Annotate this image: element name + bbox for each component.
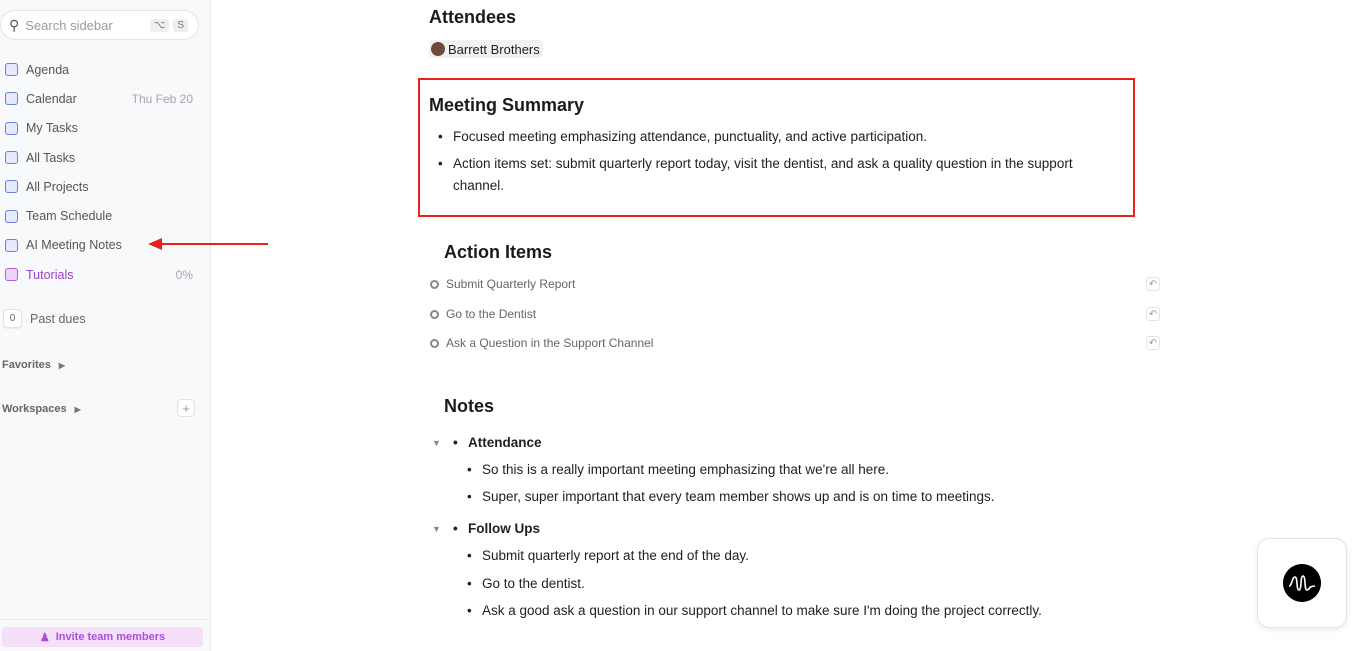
action-item[interactable]: Go to the Dentist ↶ [430, 306, 1160, 322]
undo-icon[interactable]: ↶ [1146, 307, 1160, 321]
sidebar-item-my-tasks[interactable]: My Tasks [0, 114, 210, 143]
search-icon: ⚲ [9, 16, 20, 33]
collapse-toggle-icon[interactable]: ▼ [432, 438, 441, 448]
attendee-chip[interactable]: Barrett Brothers [429, 40, 543, 58]
status-icon [430, 339, 439, 348]
note-heading: • Attendance [468, 432, 542, 454]
undo-icon[interactable]: ↶ [1146, 277, 1160, 291]
assistant-logo-icon [1283, 564, 1321, 602]
status-icon [430, 280, 439, 289]
sidebar-item-team-schedule[interactable]: Team Schedule [0, 201, 210, 230]
favorites-section[interactable]: Favorites ▶ [2, 359, 66, 371]
sidebar-item-ai-meeting-notes[interactable]: AI Meeting Notes [0, 231, 210, 260]
assistant-button[interactable] [1257, 538, 1347, 628]
shortcut-key: S [173, 19, 188, 32]
action-items-heading: Action Items [444, 242, 553, 262]
caret-right-icon: ▶ [74, 404, 81, 414]
status-icon [430, 310, 439, 319]
add-user-icon: ♟ [39, 631, 50, 644]
action-item[interactable]: Ask a Question in the Support Channel ↶ [430, 335, 1160, 351]
search-input[interactable]: ⚲ Search sidebar ⌥ S [0, 10, 199, 40]
past-dues[interactable]: 0 Past dues [3, 309, 86, 328]
note-item: • Go to the dentist. [482, 573, 585, 595]
shortcut-key: ⌥ [150, 19, 170, 32]
summary-item[interactable]: • Action items set: submit quarterly report today, visit the dentist, and ask a quality question in the support channel. [453, 153, 1123, 197]
sidebar-item-all-tasks[interactable]: All Tasks [0, 143, 210, 172]
add-workspace-button[interactable]: + [177, 399, 195, 417]
invite-team-members-button[interactable]: ♟ Invite team members [2, 627, 203, 647]
meeting-summary-heading: Meeting Summary [429, 95, 585, 115]
tutorial-progress: 0% [175, 267, 193, 282]
past-dues-count: 0 [3, 309, 22, 328]
avatar [431, 42, 445, 56]
notes-heading: Notes [444, 396, 495, 416]
note-item: • Ask a good ask a question in our support channel to make sure I'm doing the project correctly. [482, 600, 1042, 622]
sidebar-item-calendar[interactable]: Calendar Thu Feb 20 [0, 84, 210, 113]
action-item[interactable]: Submit Quarterly Report ↶ [430, 276, 1160, 292]
sidebar-item-agenda[interactable]: Agenda [0, 55, 210, 84]
note-item: • Submit quarterly report at the end of the day. [482, 545, 749, 567]
note-item: • So this is a really important meeting emphasizing that we're all here. [482, 459, 889, 481]
workspaces-section[interactable]: Workspaces ▶ [2, 403, 81, 415]
sidebar-item-all-projects[interactable]: All Projects [0, 172, 210, 201]
caret-right-icon: ▶ [58, 360, 66, 370]
summary-item: • Focused meeting emphasizing attendance, punctuality, and active participation. [453, 126, 1123, 148]
attendees-heading: Attendees [429, 7, 517, 27]
note-item: • Super, super important that every team member shows up and is on time to meetings. [482, 486, 995, 508]
note-heading: • Follow Ups [468, 518, 540, 540]
sidebar-item-tutorials[interactable]: Tutorials 0% [0, 260, 210, 289]
calendar-date: Thu Feb 20 [131, 91, 193, 106]
undo-icon[interactable]: ↶ [1146, 336, 1160, 350]
collapse-toggle-icon[interactable]: ▼ [432, 524, 441, 534]
